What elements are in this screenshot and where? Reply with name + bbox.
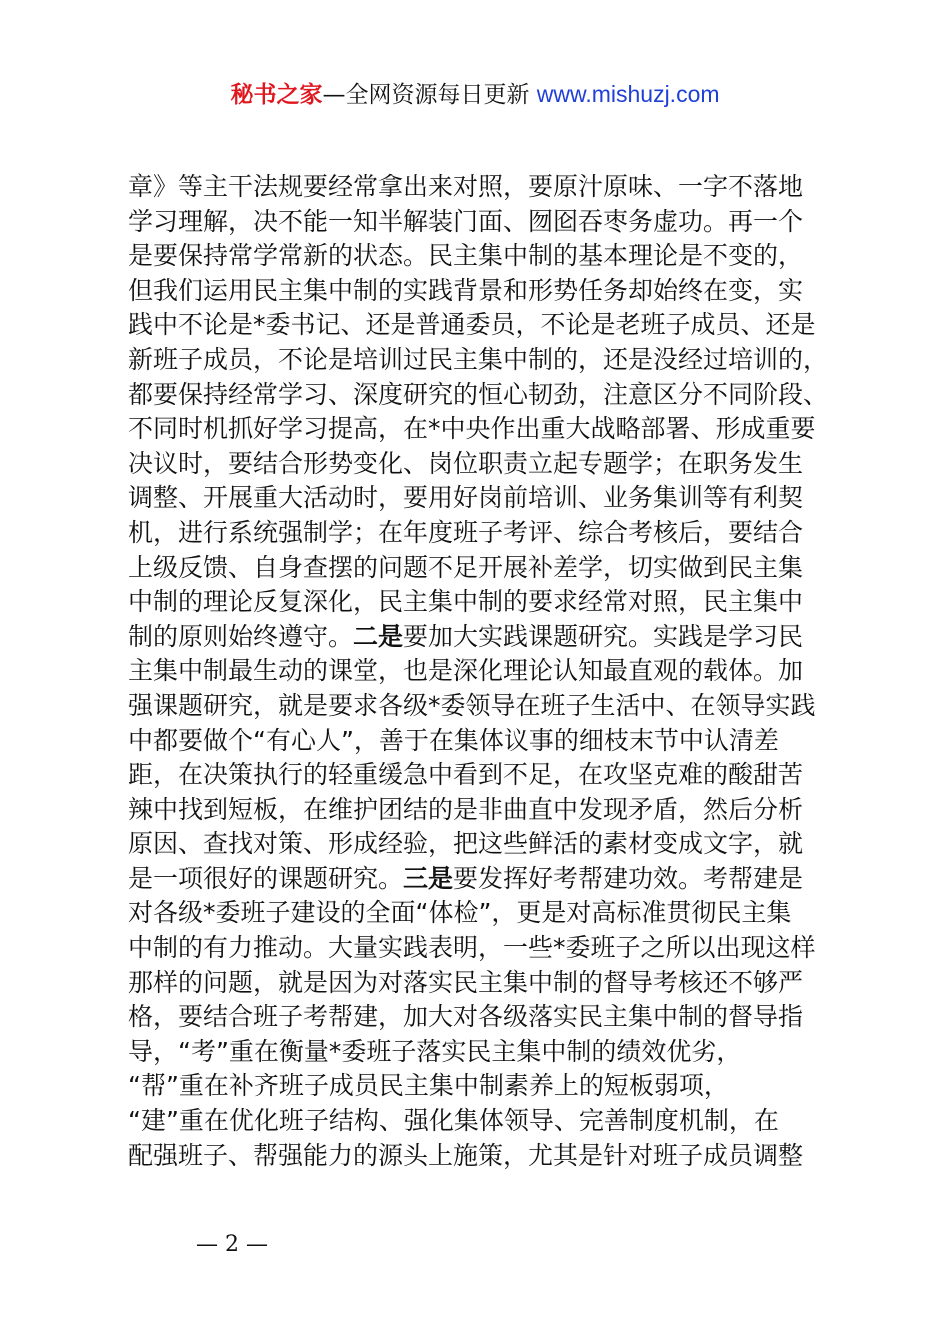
text-segment: 学习理解，决不能一知半解装门面、囫囵吞枣务虚功。再一个	[128, 206, 804, 236]
text-segment: 都要保持经常学习、深度研究的恒心韧劲，注意区分不同阶段、	[128, 379, 829, 409]
text-segment: 导，“考”重在衡量*委班子落实民主集中制的绩效优劣，	[128, 1036, 742, 1066]
text-segment: 决议时，要结合形势变化、岗位职责立起专题学；在职务发生	[128, 448, 804, 478]
text-line	[128, 931, 832, 966]
text-segment: 不同时机抓好学习提高，在*中央作出重大战略部署、形成重要	[128, 414, 816, 444]
text-segment: 强课题研究，就是要求各级*委领导在班子生活中、在领导实践	[128, 690, 816, 720]
text-line	[128, 793, 832, 828]
text-line	[128, 308, 832, 343]
page-number: — 2 —	[196, 1232, 268, 1257]
text-segment: 践中不论是*委书记、还是普通委员，不论是老班子成员、还是	[128, 310, 816, 340]
text-line	[128, 170, 832, 205]
text-segment: 配强班子、帮强能力的源头上施策，尤其是针对班子成员调整	[128, 1140, 804, 1170]
text-line	[128, 724, 832, 759]
text-line	[128, 1069, 832, 1104]
text-line	[128, 1000, 832, 1035]
text-line	[128, 1035, 832, 1070]
text-line	[128, 689, 832, 724]
text-segment: 原因、查找对策、形成经验，把这些鲜活的素材变成文字，就	[128, 829, 804, 859]
text-segment: 中制的理论反复深化，民主集中制的要求经常对照，民主集中	[128, 587, 804, 617]
text-segment: 距，在决策执行的轻重缓急中看到不足，在攻坚克难的酸甜苦	[128, 760, 804, 790]
text-line	[128, 205, 832, 240]
text-segment: 要发挥好考帮建功效。考帮建是	[453, 863, 804, 893]
text-segment: 中都要做个“有心人”，善于在集体议事的细枝末节中认清差	[128, 725, 779, 755]
bold-text-segment: 二是	[353, 621, 404, 651]
text-segment: 机，进行系统强制学；在年度班子考评、综合考核后，要结合	[128, 517, 804, 547]
text-segment: 要加大实践课题研究。实践是学习民	[403, 621, 804, 651]
site-url[interactable]: www.mishuzj.com	[536, 81, 720, 107]
text-line	[128, 620, 832, 655]
text-line	[128, 447, 832, 482]
text-segment: “建”重在优化班子结构、强化集体领导、完善制度机制，在	[128, 1106, 779, 1136]
text-segment: 但我们运用民主集中制的实践背景和形势任务却始终在变，实	[128, 275, 804, 305]
text-segment: 上级反馈、自身查摆的问题不足开展补差学，切实做到民主集	[128, 552, 804, 582]
bold-text-segment: 三是	[403, 863, 454, 893]
text-line	[128, 551, 832, 586]
text-line	[128, 274, 832, 309]
text-segment: 制的原则始终遵守。	[128, 621, 354, 651]
text-line	[128, 481, 832, 516]
text-segment: 那样的问题，就是因为对落实民主集中制的督导考核还不够严	[128, 967, 804, 997]
text-line	[128, 966, 832, 1001]
text-segment: 主集中制最生动的课堂，也是深化理论认知最直观的载体。加	[128, 656, 804, 686]
text-segment: 是一项很好的课题研究。	[128, 863, 404, 893]
text-line	[128, 412, 832, 447]
text-segment: 中制的有力推动。大量实践表明，一些*委班子之所以出现这样	[128, 933, 816, 963]
text-segment: “帮”重在补齐班子成员民主集中制素养上的短板弱项，	[128, 1071, 729, 1101]
site-banner	[0, 78, 950, 111]
text-segment: 辣中找到短板，在维护团结的是非曲直中发现矛盾，然后分析	[128, 794, 804, 824]
text-segment: 格，要结合班子考帮建，加大对各级落实民主集中制的督导指	[128, 1002, 804, 1032]
text-line	[128, 239, 832, 274]
text-segment: 是要保持常学常新的状态。民主集中制的基本理论是不变的，	[128, 241, 804, 271]
text-line	[128, 585, 832, 620]
brand-name: 秘书之家	[230, 82, 323, 108]
text-line	[128, 758, 832, 793]
text-segment: 调整、开展重大活动时，要用好岗前培训、业务集训等有利契	[128, 483, 804, 513]
banner-tagline: —全网资源每日更新	[322, 82, 537, 108]
text-line	[128, 654, 832, 689]
text-segment: 章》等主干法规要经常拿出来对照，要原汁原味、一字不落地	[128, 172, 804, 201]
text-line	[128, 516, 832, 551]
text-line	[128, 896, 832, 931]
text-line	[128, 862, 832, 897]
document-body	[128, 170, 832, 1173]
text-segment: 新班子成员，不论是培训过民主集中制的，还是没经过培训的，	[128, 344, 829, 374]
text-line	[128, 378, 832, 413]
text-line	[128, 343, 832, 378]
text-line	[128, 1139, 832, 1174]
text-line	[128, 1104, 832, 1139]
text-line	[128, 827, 832, 862]
text-segment: 对各级*委班子建设的全面“体检”，更是对高标准贯彻民主集	[128, 898, 792, 928]
